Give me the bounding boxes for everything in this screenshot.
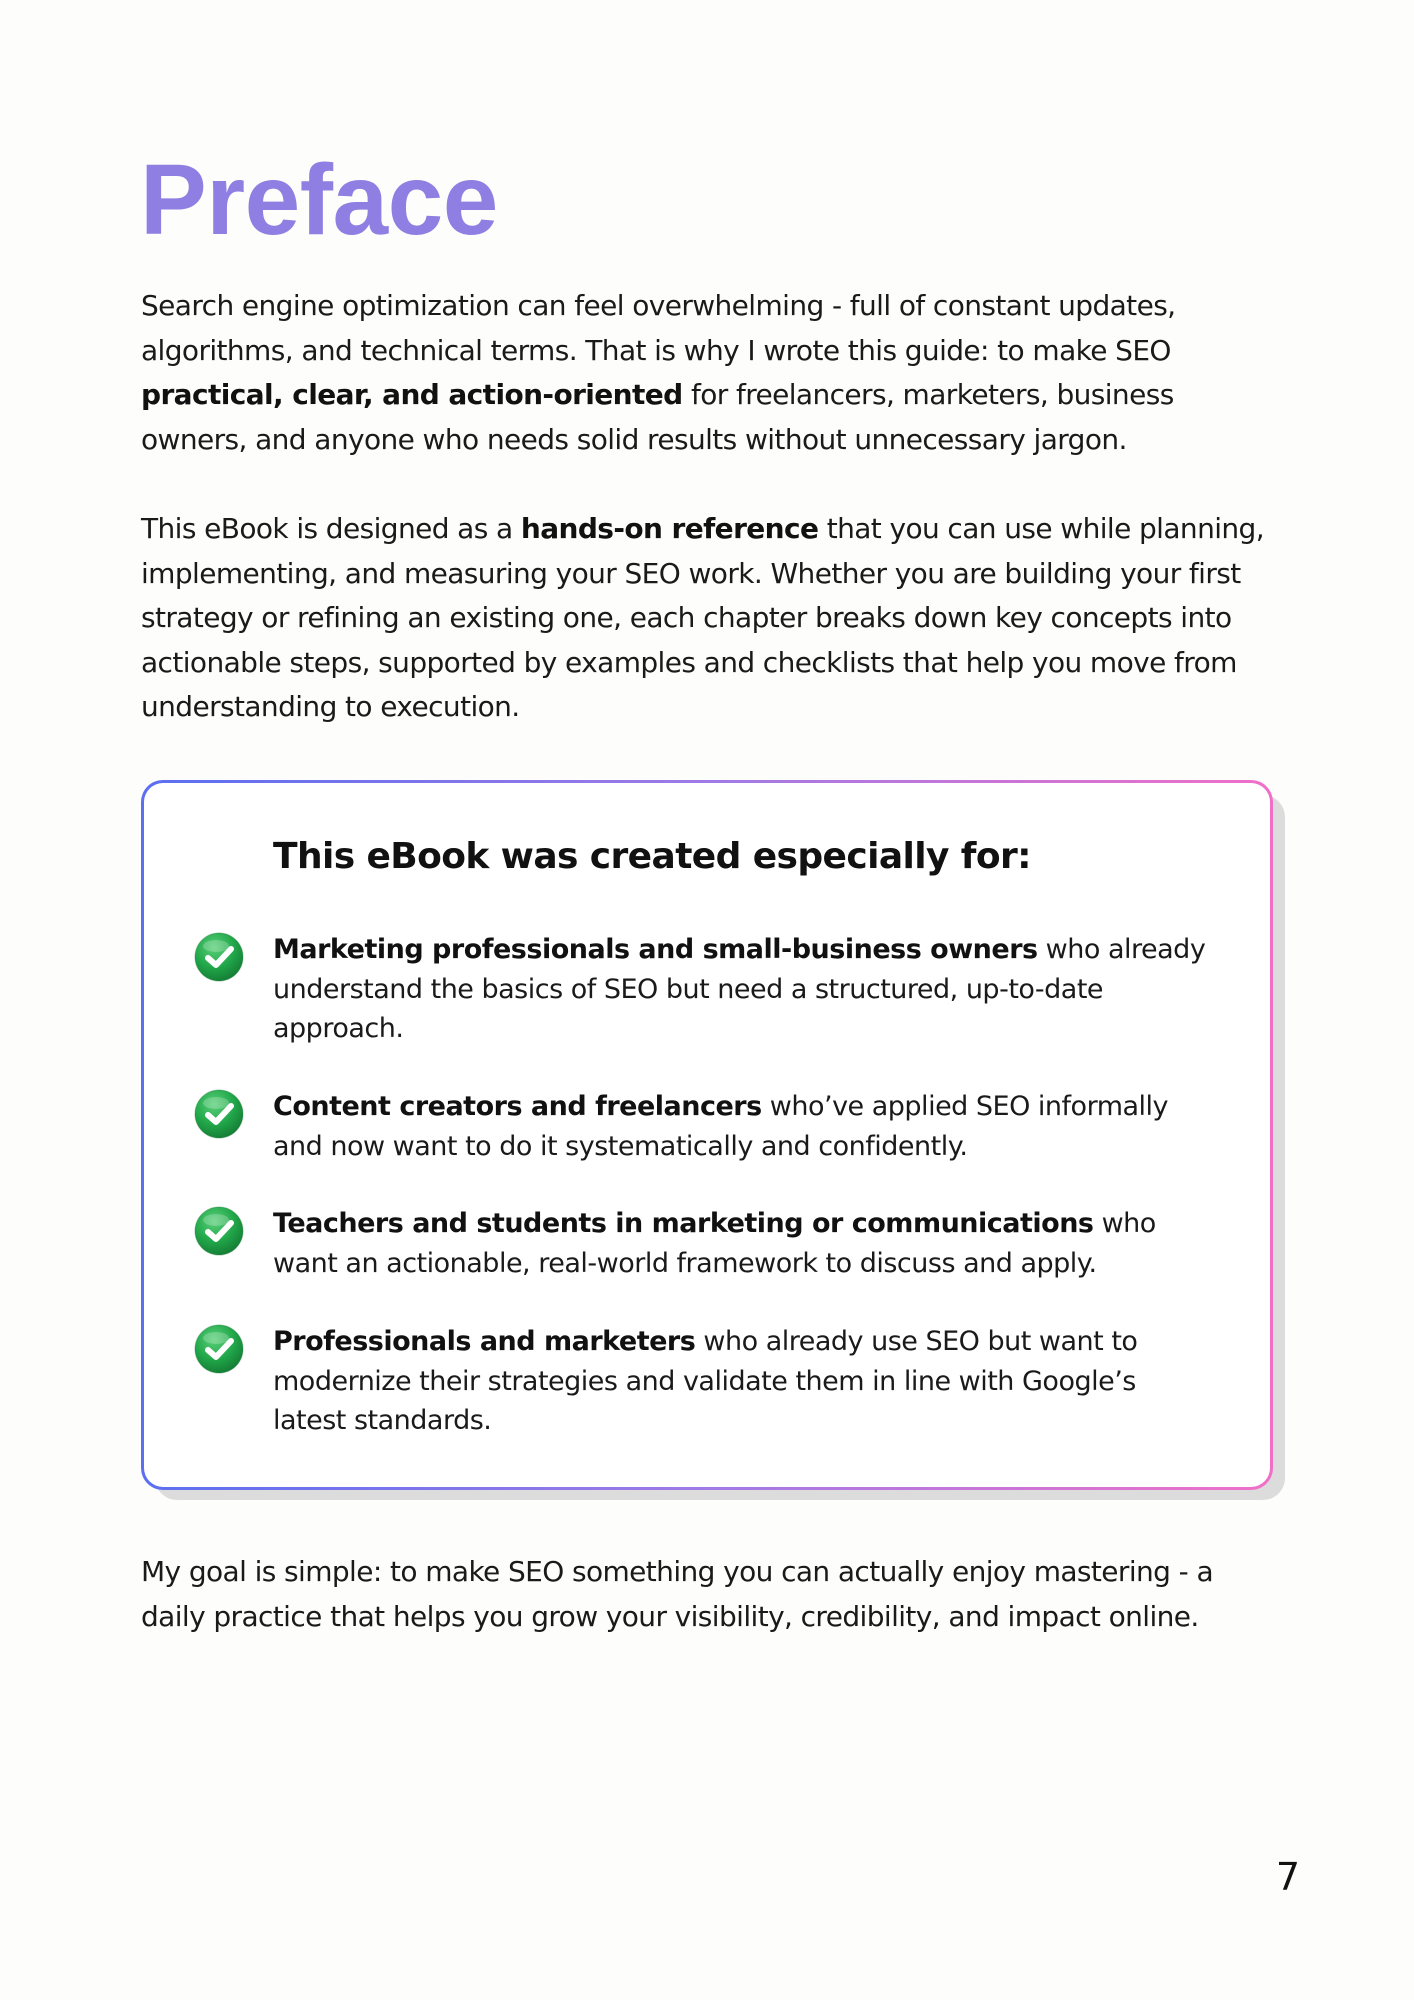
closing-paragraph: My goal is simple: to make SEO something you can actually enjoy mastering - a daily practice that helps you grow your visibility, credibility, and impact online. xyxy=(141,1555,1213,1633)
intro-text: that you can use while planning, implementing, and measuring your SEO work. Whether you are building your first strategy or refining an existing one, each chapter breaks down key concepts into actionable steps, supported by examples and checklists that help you move from understanding to execution. xyxy=(141,512,1265,723)
page-title: Preface xyxy=(140,144,498,256)
audience-item-rest: who already use SEO but want to modernize their strategies and validate them in line with Google’s latest standards. xyxy=(273,1326,1138,1436)
audience-item-text xyxy=(273,1322,1213,1441)
intro-emphasis: practical, clear, and action-oriented xyxy=(141,378,683,411)
audience-box-content xyxy=(144,783,1270,1487)
page-number: 7 xyxy=(1275,1855,1301,1899)
audience-item-bold: Teachers and students in marketing or communications xyxy=(273,1208,1094,1239)
audience-item-rest: who’ve applied SEO informally and now want to do it systematically and confidently. xyxy=(273,1091,1169,1162)
check-circle-icon xyxy=(194,1324,244,1374)
intro-text: for freelancers, marketers, business owners, and anyone who needs solid results without unnecessary jargon. xyxy=(141,378,1174,456)
audience-item-bold: Content creators and freelancers xyxy=(273,1091,762,1122)
audience-item-text xyxy=(273,1204,1213,1283)
audience-item-text xyxy=(273,930,1213,1049)
intro-paragraph-2 xyxy=(141,507,1281,730)
audience-box xyxy=(141,780,1273,1490)
audience-item-rest: who want an actionable, real-world framework to discuss and apply. xyxy=(273,1208,1156,1279)
audience-heading: This eBook was created especially for: xyxy=(273,836,1031,877)
intro-text: Search engine optimization can feel overwhelming - full of constant updates, algorithms, and technical terms. That is why I wrote this guide: to make SEO xyxy=(141,289,1176,367)
intro-text: This eBook is designed as a xyxy=(141,512,521,545)
intro-emphasis: hands-on reference xyxy=(520,512,819,545)
check-circle-icon xyxy=(194,932,244,982)
intro-paragraph-1 xyxy=(141,284,1281,462)
check-circle-icon xyxy=(194,1206,244,1256)
audience-item-text xyxy=(273,1087,1213,1166)
check-circle-icon xyxy=(194,1089,244,1139)
audience-item-bold: Professionals and marketers xyxy=(273,1326,696,1357)
audience-item-rest: who already understand the basics of SEO but need a structured, up-to-date approach. xyxy=(273,934,1206,1044)
audience-item-bold: Marketing professionals and small-business owners xyxy=(273,934,1038,965)
